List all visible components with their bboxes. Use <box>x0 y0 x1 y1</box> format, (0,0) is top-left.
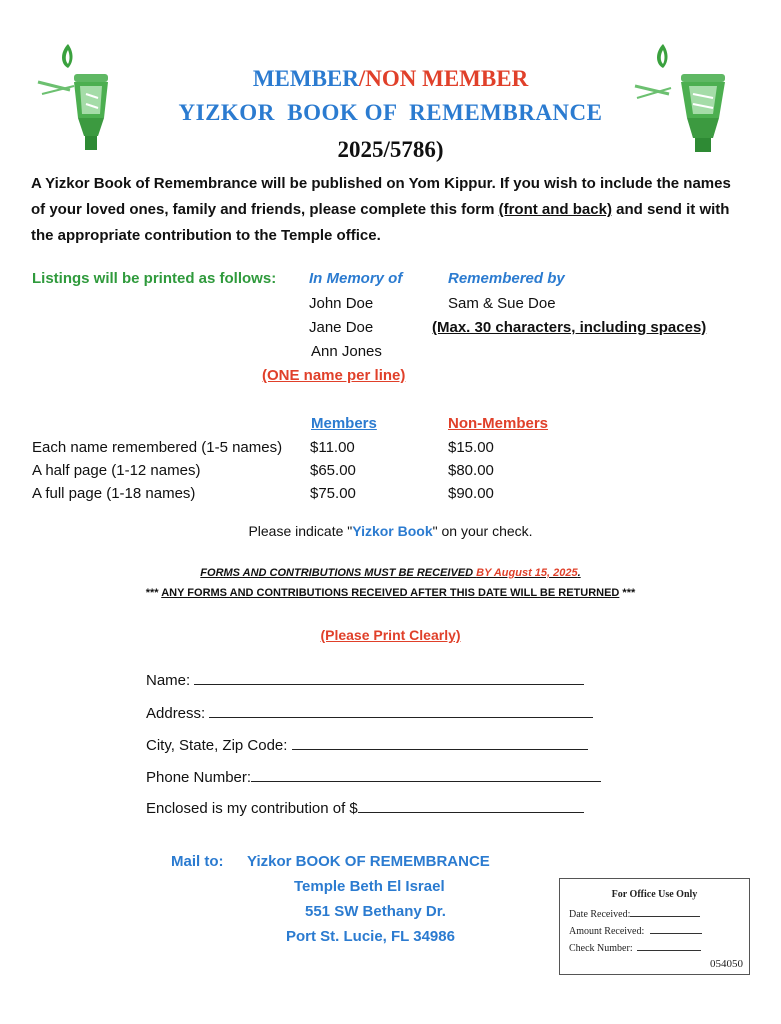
name-label: Name: <box>146 672 191 689</box>
intro-text-1: A Yizkor Book of Remembrance will be published on Yom Kippur. If you wish to include the names of your loved ones, family and friends, please complete this form <box>31 175 731 218</box>
price-row-non-member: $80.00 <box>448 462 494 479</box>
mail-to-line-2: Temple Beth El Israel <box>294 878 445 895</box>
price-row-label: A half page (1-12 names) <box>32 462 201 479</box>
mail-to-line-1: Yizkor BOOK OF REMEMBRANCE <box>247 853 490 870</box>
mail-to-line-4: Port St. Lucie, FL 34986 <box>286 928 455 945</box>
deadline-line-1 <box>0 567 781 579</box>
example-name-2: Jane Doe <box>309 319 374 336</box>
price-row-non-member: $90.00 <box>448 485 494 502</box>
phone-field[interactable] <box>251 766 601 782</box>
max-chars-note: (Max. 30 characters, including spaces) <box>432 319 707 336</box>
check-note <box>0 523 781 539</box>
check-number-row <box>569 941 701 954</box>
contribution-label: Enclosed is my contribution of $ <box>146 800 358 817</box>
check-note-before: Please indicate " <box>248 523 353 539</box>
example-remembered: Sam & Sue Doe <box>448 295 556 312</box>
check-number-line[interactable] <box>637 941 701 951</box>
contribution-field[interactable] <box>358 797 584 813</box>
address-field-row <box>146 702 593 722</box>
phone-field-row <box>146 766 601 786</box>
mail-to-label: Mail to: <box>171 853 224 870</box>
print-clearly-note: (Please Print Clearly) <box>320 627 461 643</box>
example-name-1: John Doe <box>309 295 374 312</box>
mail-to-line-3: 551 SW Bethany Dr. <box>305 903 446 920</box>
price-row-member: $65.00 <box>310 462 356 479</box>
membership-title <box>0 66 781 92</box>
date-received-row <box>569 907 700 920</box>
deadline-line-2 <box>0 587 781 599</box>
city-state-zip-label: City, State, Zip Code: <box>146 737 288 754</box>
check-number-label: Check Number: <box>569 943 633 954</box>
address-label: Address: <box>146 705 206 722</box>
deadline-date: BY August 15, 2025 <box>476 567 578 579</box>
date-received-line[interactable] <box>630 907 700 917</box>
contribution-field-row <box>146 797 584 817</box>
price-row-label: Each name remembered (1-5 names) <box>32 439 283 456</box>
title-slash: / <box>358 66 366 91</box>
in-memory-heading: In Memory of <box>309 270 403 287</box>
deadline-returned: ANY FORMS AND CONTRIBUTIONS RECEIVED AFTER THIS DATE WILL BE RETURNED <box>161 587 620 599</box>
non-member-label: NON MEMBER <box>365 66 529 91</box>
deadline-suffix: *** <box>619 587 636 599</box>
intro-front-back: (front and back) <box>498 201 612 218</box>
office-use-box <box>559 878 750 975</box>
example-name-3: Ann Jones <box>311 343 382 360</box>
intro-paragraph <box>31 171 746 249</box>
price-row-member: $75.00 <box>310 485 356 502</box>
remembered-by-heading: Remembered by <box>448 270 565 287</box>
listings-label: Listings will be printed as follows: <box>32 270 277 287</box>
name-field[interactable] <box>194 669 584 685</box>
amount-received-line[interactable] <box>650 924 702 934</box>
intro-text-2: and send it with the appropriate contribution to the Temple office. <box>31 201 730 244</box>
phone-label: Phone Number: <box>146 769 252 786</box>
amount-received-label: Amount Received: <box>569 926 645 937</box>
amount-received-row <box>569 924 702 937</box>
check-note-after: " on your check. <box>432 523 533 539</box>
price-row-non-member: $15.00 <box>448 439 494 456</box>
member-label: MEMBER <box>252 66 359 91</box>
members-heading: Members <box>311 415 377 432</box>
office-use-heading: For Office Use Only <box>611 889 698 900</box>
book-title: YIZKOR BOOK OF REMEMBRANCE <box>178 100 603 125</box>
address-field[interactable] <box>209 702 593 718</box>
price-row-label: A full page (1-18 names) <box>32 485 196 502</box>
one-name-note: (ONE name per line) <box>262 367 406 384</box>
city-state-zip-field[interactable] <box>292 734 588 750</box>
non-members-heading: Non-Members <box>448 415 549 432</box>
year-title: 2025/5786) <box>337 137 444 162</box>
check-note-highlight: Yizkor Book <box>352 523 433 539</box>
date-received-label: Date Received: <box>569 909 631 920</box>
price-row-member: $11.00 <box>310 439 355 456</box>
deadline-main: FORMS AND CONTRIBUTIONS MUST BE RECEIVED <box>200 567 477 579</box>
name-field-row <box>146 669 584 689</box>
form-code: 054050 <box>710 958 743 970</box>
deadline-prefix: *** <box>145 587 162 599</box>
deadline-end: . <box>577 567 581 579</box>
city-field-row <box>146 734 588 754</box>
